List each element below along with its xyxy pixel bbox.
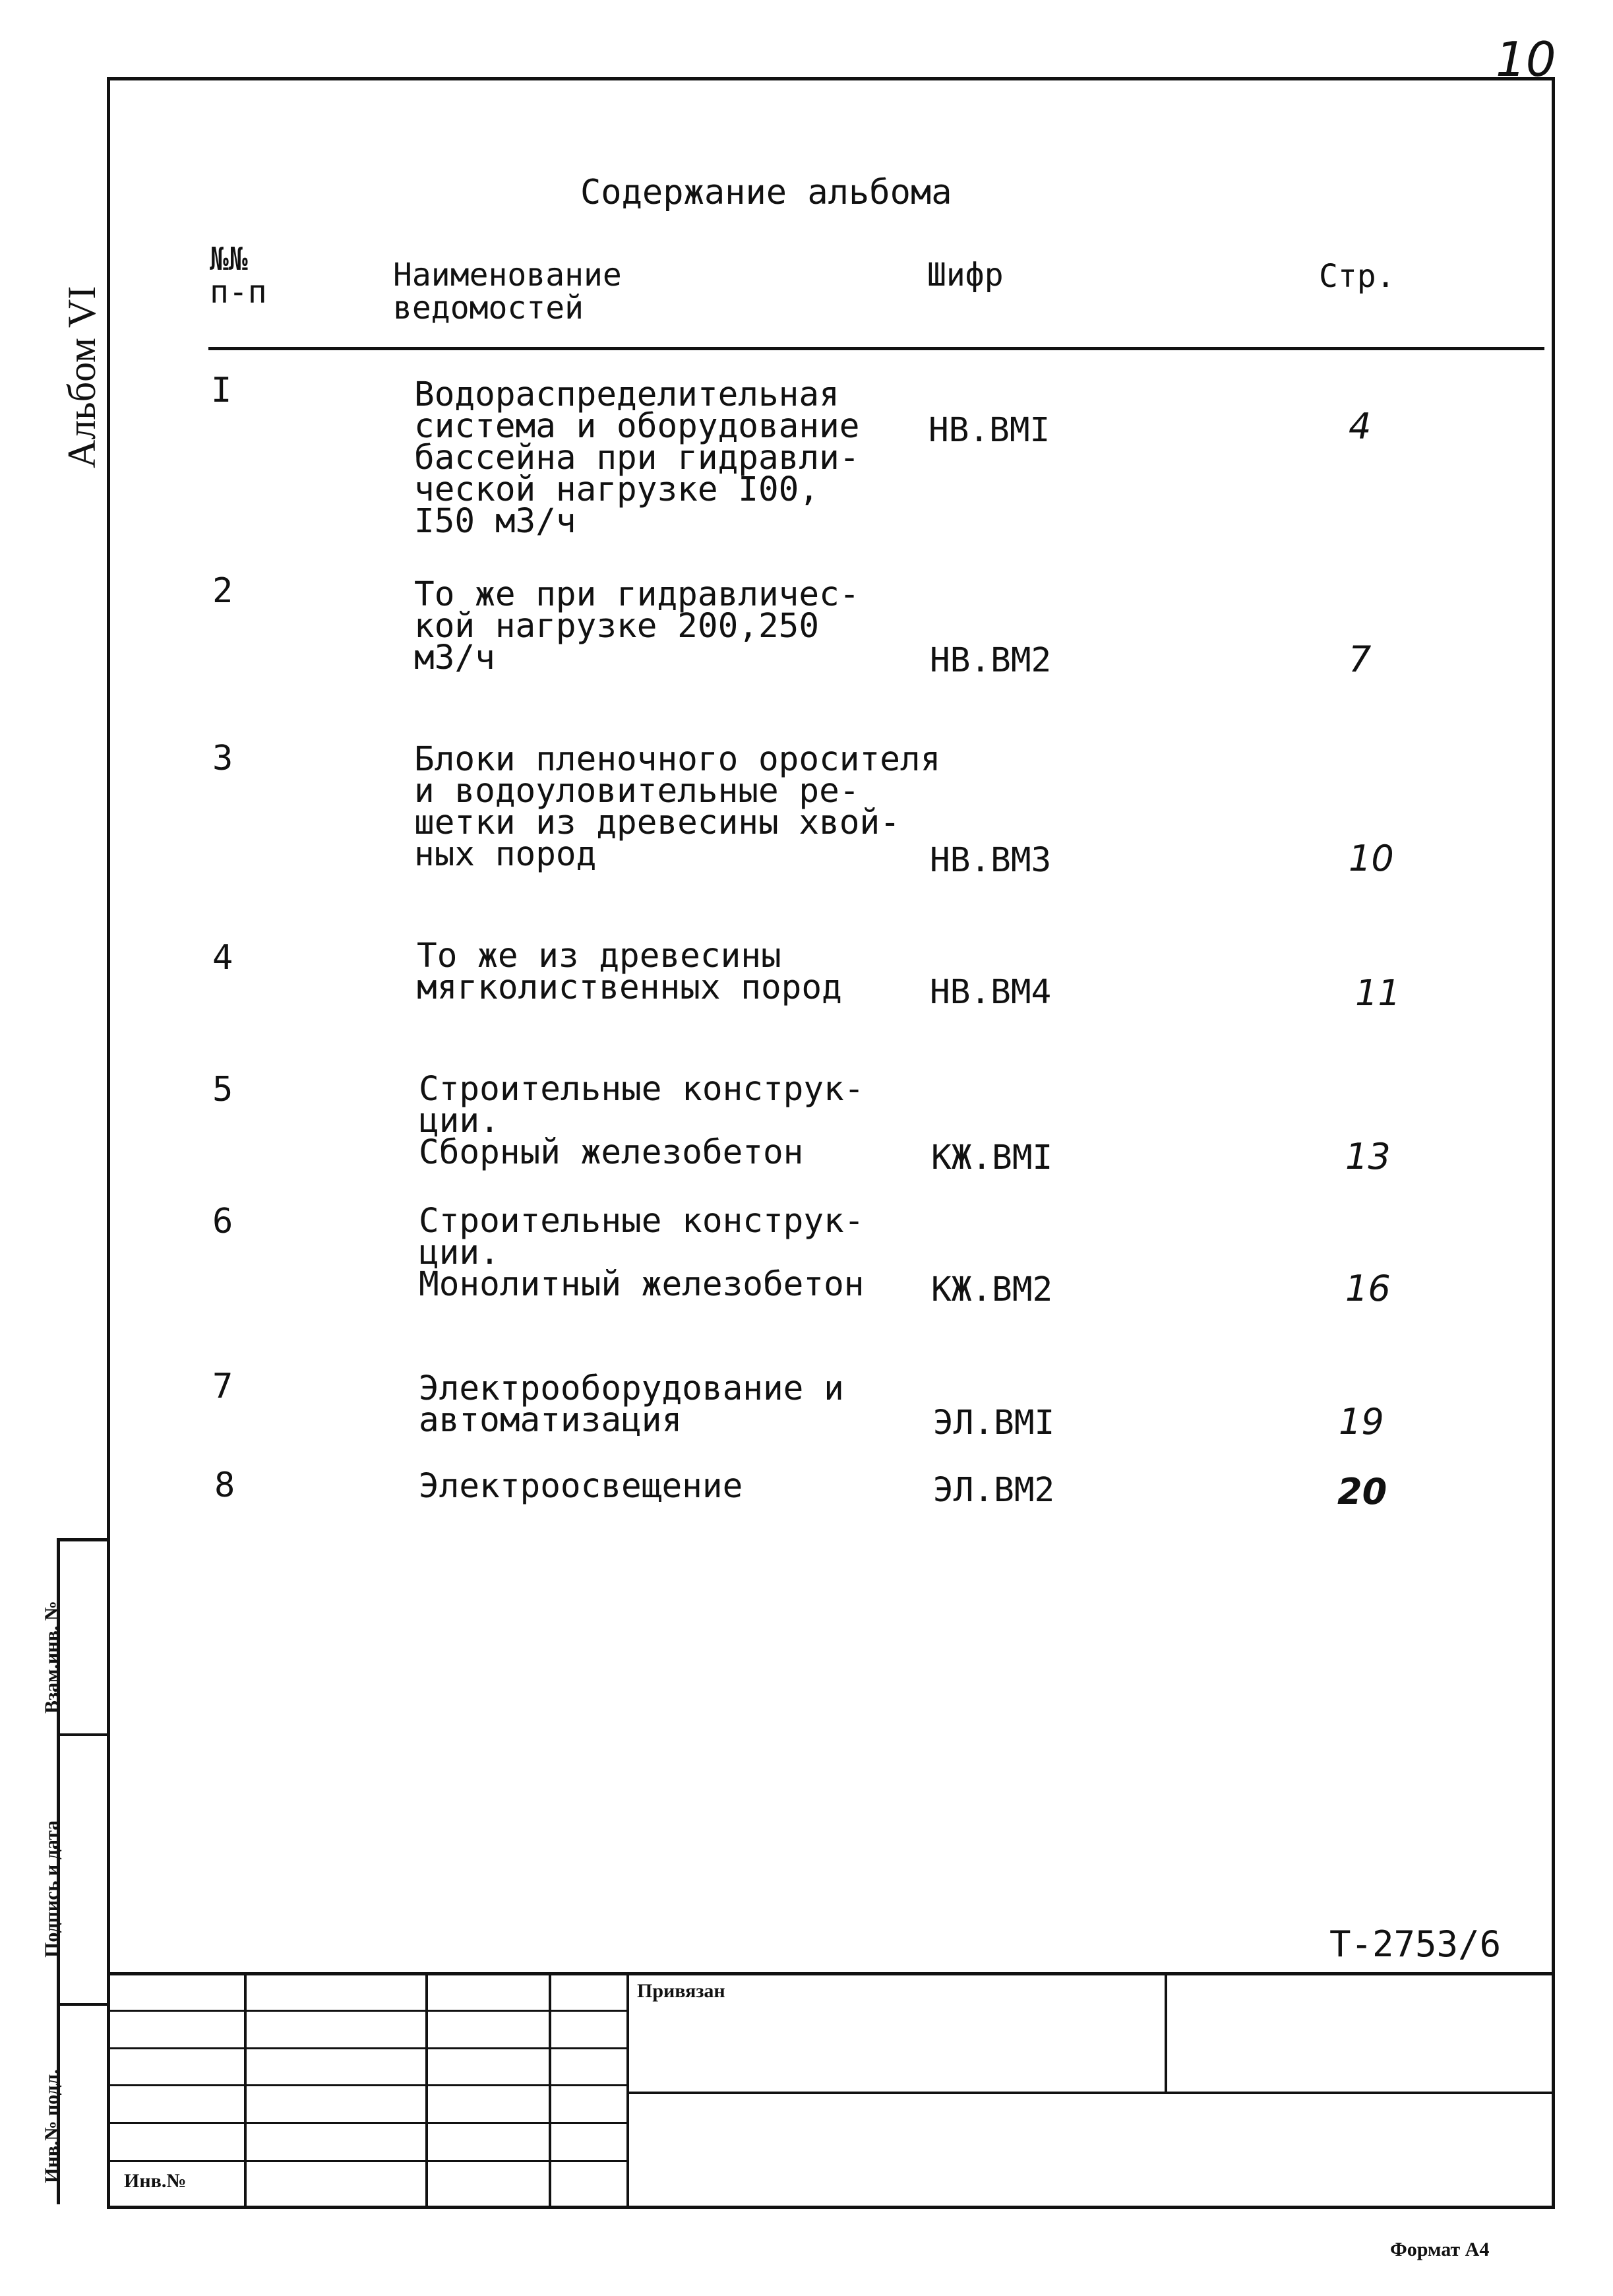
title-block-row [628, 2092, 1555, 2094]
stamp-privyazan: Привязан [637, 1980, 725, 2002]
row-number: I [211, 371, 232, 410]
row-code: НВ.ВМ3 [930, 841, 1052, 880]
row-number: 7 [212, 1367, 233, 1406]
title-block-row [107, 2047, 628, 2049]
side-stamp-rule [58, 2003, 110, 2006]
row-code: НВ.ВМI [928, 411, 1050, 450]
row-name: Электрооборудование и автоматизация [419, 1369, 844, 1440]
row-code: ЭЛ.ВМI [933, 1404, 1055, 1443]
row-page: 20 [1337, 1471, 1387, 1512]
row-number: 6 [212, 1202, 233, 1241]
row-number: 5 [212, 1070, 233, 1109]
row-number: 8 [214, 1466, 235, 1505]
row-name: Блоки пленочного оросителя и водоуловительные ре- шетки из древесины хвой- ных пород [414, 740, 941, 874]
side-stamp-top-rule [58, 1538, 110, 1541]
title-block-col [1165, 1972, 1167, 2093]
title-block-col [244, 1972, 247, 2206]
title-block-col [425, 1972, 428, 2206]
column-header-name [393, 259, 622, 325]
column-header-page: Стр. [1319, 258, 1395, 295]
row-name: То же из древесины мягколиственных пород [417, 937, 842, 1007]
side-stamp-rule [58, 1733, 110, 1736]
row-number: 3 [212, 739, 233, 778]
document-title: Содержание альбома [580, 173, 952, 212]
row-page: 16 [1345, 1268, 1391, 1309]
column-header-no-line2: п-п [210, 274, 267, 311]
row-name: Строительные конструк- ции. Монолитный железобетон [419, 1202, 865, 1304]
header-rule [208, 347, 1544, 350]
row-code: НВ.ВМ2 [930, 641, 1052, 680]
column-header-name-line2: ведомостей [393, 290, 584, 326]
title-block-col [549, 1972, 551, 2206]
title-block-col [626, 1972, 629, 2206]
title-block-top-rule [107, 1972, 1555, 1975]
title-block-row [107, 2010, 628, 2012]
title-block-row [107, 2084, 628, 2086]
row-code: КЖ.ВМ2 [931, 1270, 1053, 1309]
side-stamp-inv-podl: Инв.№ подл. [41, 2069, 63, 2183]
side-stamp-podpis: Подпись и дата [41, 1820, 63, 1958]
stamp-inv-no: Инв.№ [124, 2170, 187, 2192]
row-page: 7 [1349, 638, 1372, 680]
column-header-code: Шифр [927, 257, 1004, 294]
sheet-number: 10 [1496, 32, 1556, 87]
document-code: Т-2753/6 [1329, 1923, 1502, 1965]
side-stamp-vzam: Взам.инв. № [41, 1601, 63, 1714]
row-name: То же при гидравличес- кой нагрузке 200,250 м3/ч [414, 575, 860, 677]
column-header-no-line1: №№ [210, 241, 248, 278]
row-name: Строительные конструк- ции. Сборный железобетон [419, 1070, 865, 1172]
row-page: 19 [1339, 1401, 1384, 1443]
row-page: 13 [1345, 1136, 1391, 1177]
row-page: 4 [1349, 406, 1372, 447]
row-name: Электроосвещение [419, 1467, 743, 1506]
column-header-no [210, 243, 267, 309]
row-code: ЭЛ.ВМ2 [933, 1471, 1055, 1510]
column-header-name-line1: Наименование [393, 257, 622, 294]
row-page: 10 [1349, 838, 1394, 879]
row-number: 2 [212, 571, 233, 611]
row-code: НВ.ВМ4 [930, 973, 1052, 1012]
title-block-row [107, 2122, 628, 2124]
title-block-row [107, 2160, 628, 2162]
row-code: КЖ.ВМI [931, 1138, 1053, 1177]
row-number: 4 [212, 938, 233, 977]
format-label: Формат А4 [1390, 2239, 1490, 2260]
album-side-label: Альбом VI [60, 286, 104, 468]
row-page: 11 [1355, 972, 1401, 1014]
row-name: Водораспределительная система и оборудование бассейна при гидравли- ческой нагрузке I00, I50 м3/ч [414, 375, 860, 541]
